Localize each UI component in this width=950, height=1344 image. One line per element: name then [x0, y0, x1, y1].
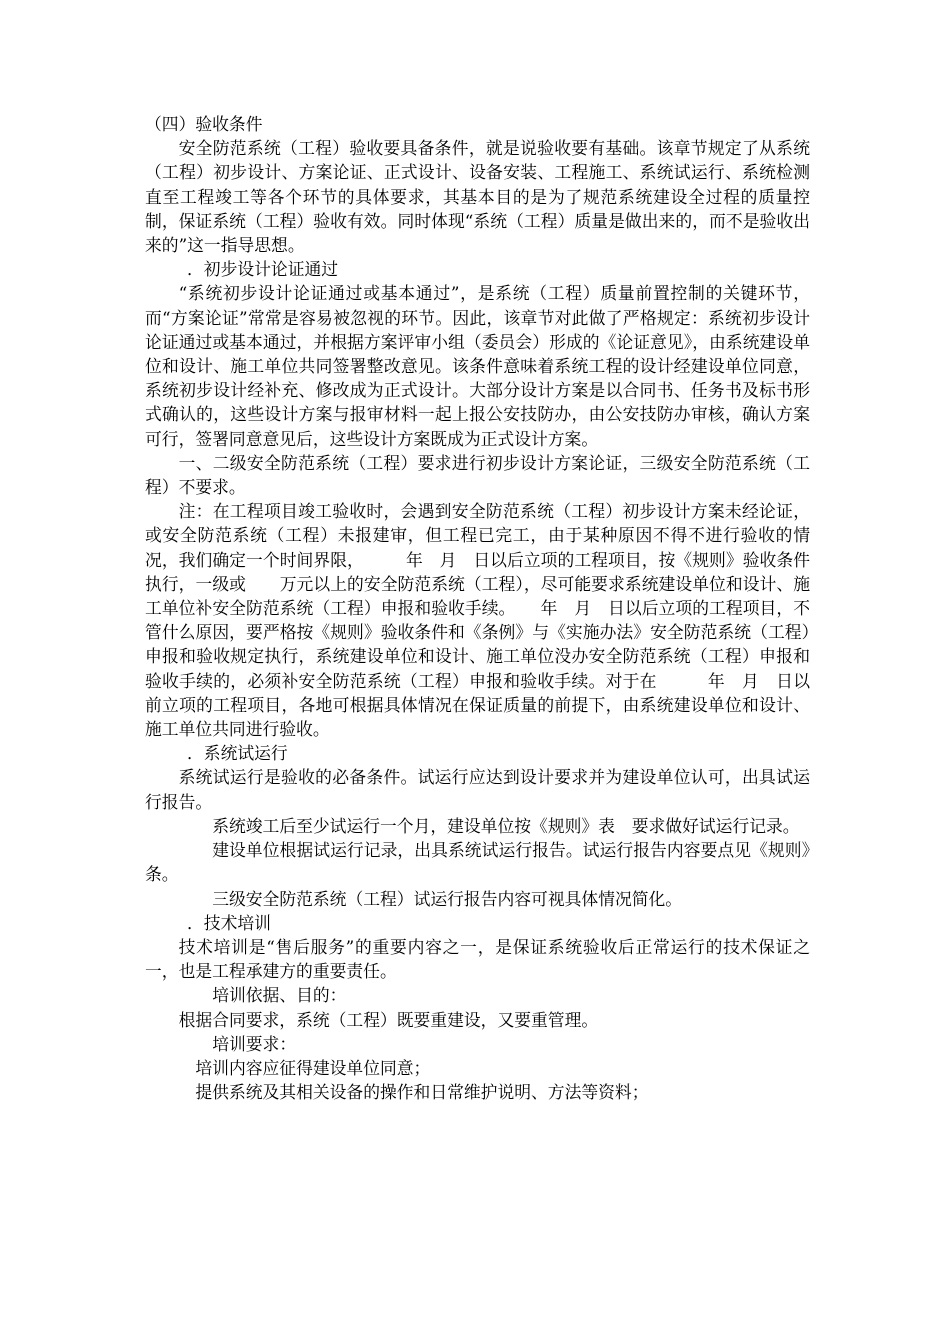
paragraph-note: 注：在工程项目竣工验收时，会遇到安全防范系统（工程）初步设计方案未经论证，或安全防范系统（工程）未报建审，但工程已完工，由于某种原因不得不进行验收的情况，我们确定一个时间界限， 年 月 日以后立项的工程项目，按《规则》验收条件执行，一级或 万元以上的安全防范系统（工程），尽可能要求系统建设单位和设计、施工单位补安全防范系统（工程）申报和验收手续。 年 月 日以后立项的工程项目，不管什么原因，要严格按《规则》验收条件和《条例》与《实施办法》安全防范系统（工程）申报和验收规定执行，系统建设单位和设计、施工单位没办安全防范系统（工程）申报和验收手续的，必须补安全防范系统（工程）申报和验收手续。对于在 年 月 日以前立项的工程项目，各地可根据具体情况在保证质量的前提下，由系统建设单位和设计、施工单位共同进行验收。: [145, 501, 810, 740]
heading-trial-run: ．系统试运行: [187, 743, 288, 764]
paragraph-level-requirement: 一、二级安全防范系统（工程）要求进行初步设计方案论证，三级安全防范系统（工程）不要求。: [145, 452, 810, 498]
section-title: （四）验收条件: [145, 114, 263, 134]
paragraph-trial-report: 建设单位根据试运行记录，出具系统试运行报告。试运行报告内容要点见《规则》 条。: [145, 840, 861, 885]
paragraph-trial-duration: 系统竣工后至少试运行一个月，建设单位按《规则》表 要求做好试运行记录。: [212, 815, 800, 836]
list-item-materials: 提供系统及其相关设备的操作和日常维护说明、方法等资料；: [195, 1082, 649, 1103]
paragraph-trial-simplify: 三级安全防范系统（工程）试运行报告内容可视具体情况简化。: [212, 888, 683, 909]
paragraph-training-requirements: 培训要求：: [212, 1033, 297, 1054]
heading-training: ．技术培训: [187, 912, 271, 933]
document-page: [145, 112, 861, 1104]
paragraph-contract: 根据合同要求，系统（工程）既要重建设，又要重管理。: [178, 1009, 599, 1030]
paragraph-training: 技术培训是“售后服务”的重要内容之一，是保证系统验收后正常运行的技术保证之一，也是工程承建方的重要责任。: [145, 936, 810, 982]
list-item-consent: 培训内容应征得建设单位同意；: [195, 1057, 431, 1078]
paragraph-trial-run: 系统试运行是验收的必备条件。试运行应达到设计要求并为建设单位认可，出具试运行报告。: [145, 767, 810, 812]
heading-preliminary-design: ．初步设计论证通过: [187, 259, 339, 280]
intro-paragraph: 安全防范系统（工程）验收要具备条件，就是说验收要有基础。该章节规定了从系统（工程）初步设计、方案论证、正式设计、设备安装、工程施工、系统试运行、系统检测直至工程竣工等各个环节的具体要求，其基本目的是为了规范系统建设全过程的质量控制，保证系统（工程）验收有效。同时体现“系统（工程）质量是做出来的，而不是验收出来的”这一指导思想。: [145, 138, 810, 256]
paragraph-design-review: “系统初步设计论证通过或基本通过”，是系统（工程）质量前置控制的关键环节，而“方案论证”常常是容易被忽视的环节。因此，该章节对此做了严格规定：系统初步设计论证通过或基本通过，并根据方案评审小组（委员会）形成的《论证意见》，由系统建设单位和设计、施工单位共同签署整改意见。该条件意味着系统工程的设计经建设单位同意，系统初步设计经补充、修改成为正式设计。大部分设计方案是以合同书、任务书及标书形式确认的，这些设计方案与报审材料一起上报公安技防办，由公安技防办审核，确认方案可行，签署同意意见后，这些设计方案既成为正式设计方案。: [145, 283, 810, 449]
paragraph-training-basis: 培训依据、目的：: [212, 985, 347, 1006]
